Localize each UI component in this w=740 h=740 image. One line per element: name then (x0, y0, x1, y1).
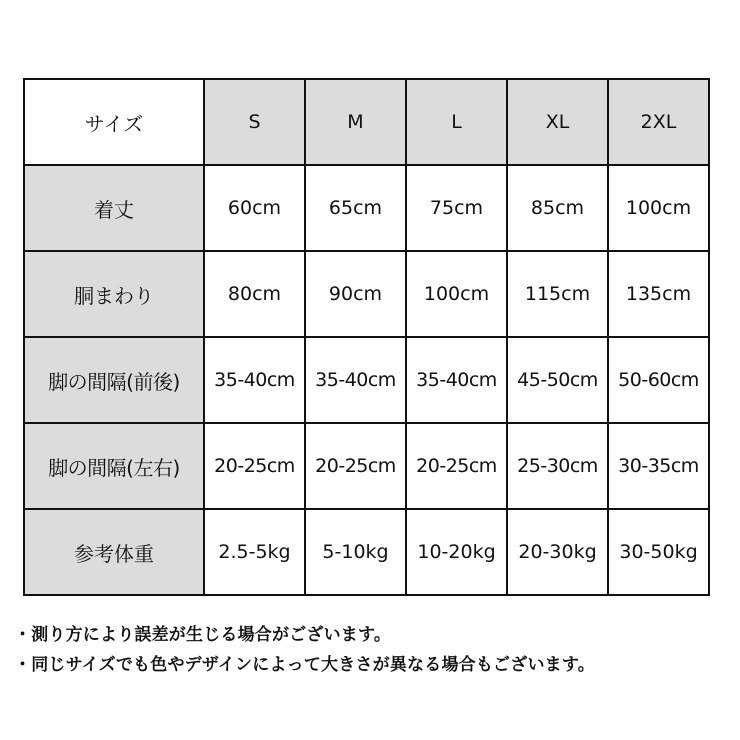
table-cell: 75cm (406, 165, 507, 251)
row-label-length: 着丈 (24, 165, 204, 251)
table-cell: 35-40cm (204, 337, 305, 423)
table-row (24, 509, 709, 595)
table-cell: 20-25cm (406, 423, 507, 509)
row-label-leg-gap-front-back: 脚の間隔(前後) (24, 337, 204, 423)
table-row (24, 423, 709, 509)
size-header-xl: XL (507, 79, 608, 165)
table-cell: 10-20kg (406, 509, 507, 595)
table-cell: 35-40cm (305, 337, 406, 423)
row-label-waist: 胴まわり (24, 251, 204, 337)
table-cell: 2.5-5kg (204, 509, 305, 595)
table-cell: 135cm (608, 251, 709, 337)
table-cell: 80cm (204, 251, 305, 337)
row-label-leg-gap-left-right: 脚の間隔(左右) (24, 423, 204, 509)
table-row (24, 165, 709, 251)
table-cell: 30-50kg (608, 509, 709, 595)
notes (14, 620, 595, 680)
table-row (24, 251, 709, 337)
table-cell: 20-25cm (305, 423, 406, 509)
size-chart-table (23, 78, 710, 596)
table-cell: 45-50cm (507, 337, 608, 423)
table-cell: 20-30kg (507, 509, 608, 595)
note-measurement-error: ・測り方により誤差が生じる場合がございます。 (14, 625, 392, 645)
row-label-reference-weight: 参考体重 (24, 509, 204, 595)
note-size-variation: ・同じサイズでも色やデザインによって大きさが異なる場合もございます。 (14, 655, 595, 675)
table-cell: 25-30cm (507, 423, 608, 509)
table-cell: 100cm (608, 165, 709, 251)
size-header-2xl: 2XL (608, 79, 709, 165)
table-cell: 30-35cm (608, 423, 709, 509)
table-cell: 100cm (406, 251, 507, 337)
table-cell: 50-60cm (608, 337, 709, 423)
size-header-s: S (204, 79, 305, 165)
size-header-l: L (406, 79, 507, 165)
table-cell: 85cm (507, 165, 608, 251)
table-cell: 60cm (204, 165, 305, 251)
table-row (24, 337, 709, 423)
size-header-m: M (305, 79, 406, 165)
table-cell: 20-25cm (204, 423, 305, 509)
table-cell: 115cm (507, 251, 608, 337)
table-cell: 65cm (305, 165, 406, 251)
table-cell: 5-10kg (305, 509, 406, 595)
table-cell: 90cm (305, 251, 406, 337)
size-header-label: サイズ (24, 79, 204, 165)
header-row (24, 79, 709, 165)
table-cell: 35-40cm (406, 337, 507, 423)
